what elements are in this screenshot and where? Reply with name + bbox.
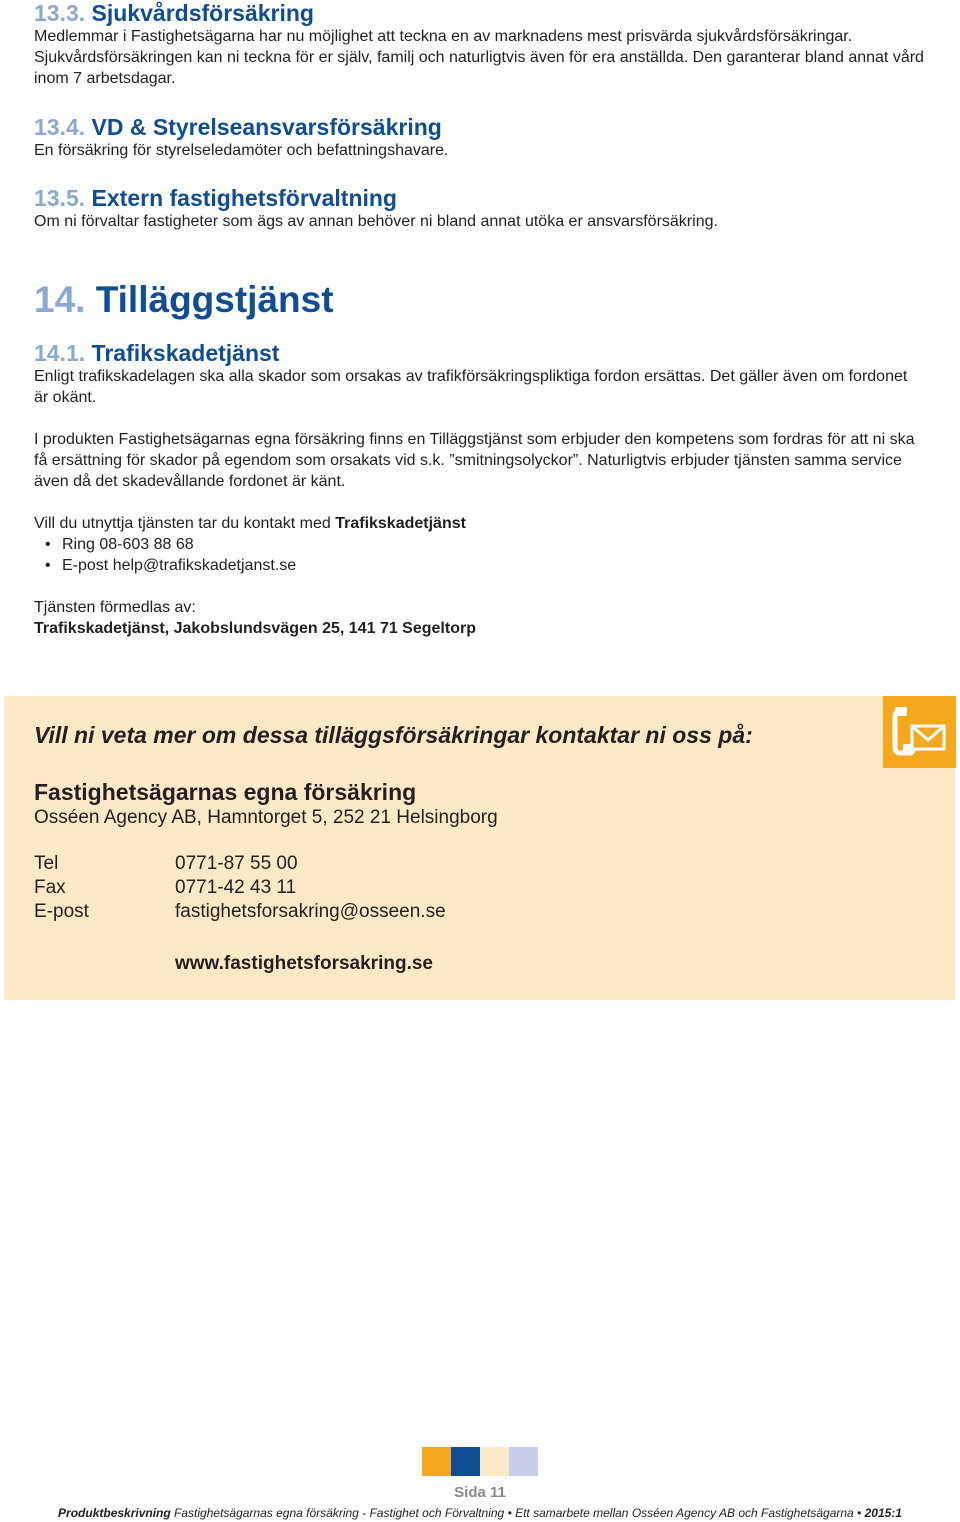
page-number: Sida 11	[454, 1484, 506, 1501]
contact-address: Osséen Agency AB, Hamntorget 5, 252 21 Helsingborg	[34, 807, 498, 828]
mediated-label: Tjänsten förmedlas av:	[34, 599, 196, 616]
phone-mail-icon	[883, 696, 956, 768]
paragraph-13-5: Om ni förvaltar fastigheter som ägs av annan behöver ni bland annat utöka er ansvarsförsäkring.	[34, 213, 718, 230]
heading-13-4: 13.4. VD & Styrelseansvarsförsäkring	[34, 114, 442, 140]
paragraph-13-3: Medlemmar i Fastighetsägarna har nu möjlighet att teckna en av marknadens mest prisvärda sjukvårdsförsäkringar. Sjukvårdsförsäkringen kan ni teckna för er själv, familj och naturligtvis även för era anställda. Den garanterar bland annat vård inom 7 arbetsdagar.	[34, 28, 924, 87]
contact-website: www.fastighetsforsakring.se	[175, 953, 433, 974]
contact-box	[4, 696, 955, 1000]
section-13-4	[34, 114, 924, 161]
footer-square-lavender	[509, 1447, 538, 1476]
mediated-value: Trafikskadetjänst, Jakobslundsvägen 25, 141 71 Segeltorp	[34, 620, 476, 637]
footer-doc-line: Produktbeskrivning Fastighetsägarnas egna försäkring - Fastighet och Förvaltning • Ett samarbete mellan Osséen Agency AB och Fastighetsägarna • 2015:1	[58, 1506, 902, 1520]
contact-row-tel: Tel 0771-87 55 00	[34, 853, 298, 874]
contact-badge	[883, 696, 956, 768]
contact-company: Fastighetsägarnas egna försäkring	[34, 779, 417, 805]
heading-14-1: 14.1. Trafikskadetjänst	[34, 340, 280, 366]
paragraph-14-1-b: I produkten Fastighetsägarnas egna försäkring finns en Tilläggstjänst som erbjuder den kompetens som fordras för att ni ska få ersättning för skador på egendom som orsakats vid s.k. ”smitningsolyckor”. Naturligtvis erbjuder tjänsten samma service även då det skadevållande fordonet är känt.	[34, 431, 915, 490]
heading-14: 14. Tilläggstjänst	[34, 279, 334, 320]
paragraph-14-1-a: Enligt trafikskadelagen ska alla skador som orsakas av trafikförsäkringspliktiga fordon ersättas. Det gäller även om fordonet är okänt.	[34, 368, 908, 406]
footer-square-cream	[480, 1447, 509, 1476]
heading-13-3: 13.3. Sjukvårdsförsäkring	[34, 0, 314, 26]
list-item: • Ring 08-603 88 68	[62, 534, 924, 555]
section-13-5	[34, 185, 924, 232]
contact-heading: Vill ni veta mer om dessa tilläggsförsäkringar kontaktar ni oss på:	[34, 722, 753, 748]
footer-square-orange	[422, 1447, 451, 1476]
contact-row-email: E-post fastighetsforsakring@osseen.se	[34, 901, 446, 922]
footer-square-blue	[451, 1447, 480, 1476]
heading-13-5: 13.5. Extern fastighetsförvaltning	[34, 185, 397, 211]
section-14-1	[34, 340, 924, 639]
section-14	[34, 279, 924, 321]
contact-bullet-list	[34, 534, 924, 576]
paragraph-13-4: En försäkring för styrelseledamöter och befattningshavare.	[34, 142, 449, 159]
contact-row-fax: Fax 0771-42 43 11	[34, 877, 297, 898]
paragraph-14-1-c: Vill du utnyttja tjänsten tar du kontakt med Trafikskadetjänst	[34, 515, 466, 532]
section-13-3	[34, 0, 924, 89]
list-item: • E-post help@trafikskadetjanst.se	[62, 555, 924, 576]
